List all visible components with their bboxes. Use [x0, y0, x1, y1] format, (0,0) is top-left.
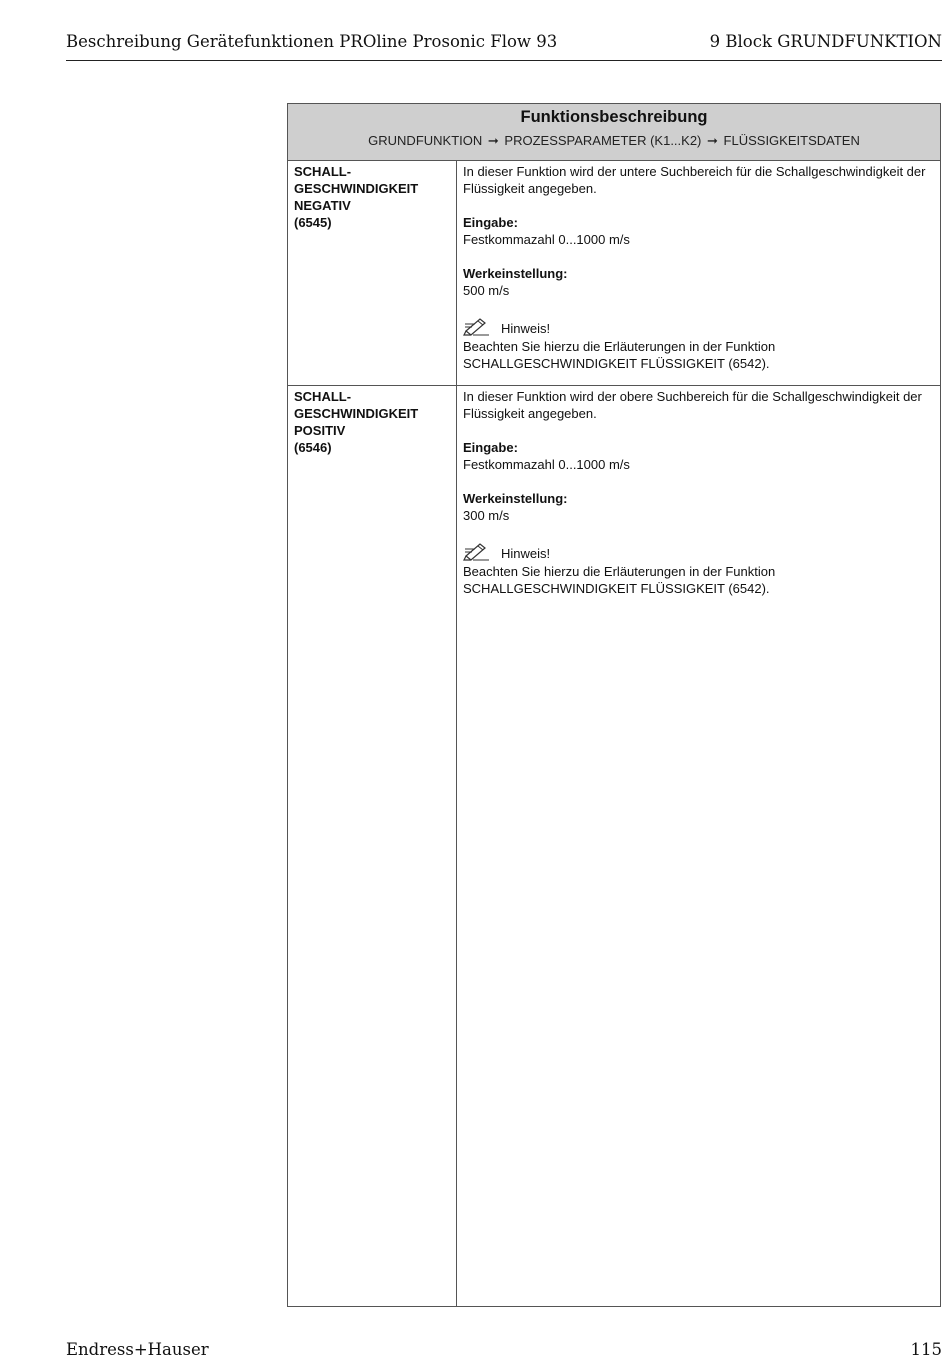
note-text-line: SCHALLGESCHWINDIGKEIT FLÜSSIGKEIT (6542).: [463, 356, 770, 371]
note-text-line: Beachten Sie hierzu die Erläuterungen in der Funktion: [463, 339, 776, 354]
description-text: In dieser Funktion wird der obere Suchbereich für die Schallgeschwindigkeit der Flüssigkeit angegeben.: [463, 389, 922, 421]
note-text-line: SCHALLGESCHWINDIGKEIT FLÜSSIGKEIT (6542).: [463, 581, 770, 596]
note: [463, 316, 935, 338]
table-header: [288, 104, 940, 161]
input-label: Eingabe:: [463, 440, 518, 455]
arrow-right-icon: ➞: [487, 133, 499, 148]
description-text: In dieser Funktion wird der untere Suchbereich für die Schallgeschwindigkeit der Flüssigkeit angegeben.: [463, 164, 926, 196]
note-label: Hinweis!: [501, 546, 551, 561]
page-footer: [66, 1340, 942, 1364]
table-title: Funktionsbeschreibung: [520, 108, 708, 126]
pencil-note-icon: [463, 316, 491, 336]
page-number: 115: [910, 1340, 942, 1359]
chapter-title: 9 Block GRUNDFUNKTION: [709, 32, 942, 51]
brand-logo-text: Endress+Hauser: [66, 1340, 209, 1359]
arrow-right-icon: ➞: [707, 133, 718, 148]
path-item-prozessparameter: PROZESSPARAMETER (K1...K2): [504, 133, 702, 148]
page-header: [66, 30, 942, 61]
column-divider: [456, 160, 457, 1306]
function-table: [287, 103, 941, 1307]
default-label: Werkeinstellung:: [463, 266, 568, 281]
document-title: Beschreibung Gerätefunktionen PROline Prosonic Flow 93: [66, 32, 558, 51]
function-code: (6546): [294, 440, 332, 455]
pencil-note-icon: [463, 541, 491, 561]
row-divider: [288, 385, 940, 386]
function-description-6546: [463, 388, 935, 597]
function-code: (6545): [294, 215, 332, 230]
function-name-line: SCHALL-: [294, 389, 352, 404]
function-name-line: GESCHWINDIGKEIT: [294, 406, 419, 421]
function-name-6545: [294, 163, 450, 231]
function-name-line: SCHALL-: [294, 164, 352, 179]
input-label: Eingabe:: [463, 215, 518, 230]
function-name-6546: [294, 388, 450, 456]
input-value: Festkommazahl 0...1000 m/s: [463, 232, 630, 247]
default-label: Werkeinstellung:: [463, 491, 568, 506]
note-label: Hinweis!: [501, 321, 551, 336]
function-name-line: GESCHWINDIGKEIT: [294, 181, 419, 196]
default-value: 500 m/s: [463, 283, 510, 298]
default-value: 300 m/s: [463, 508, 510, 523]
menu-path: [288, 133, 940, 149]
note: [463, 541, 935, 563]
function-name-line: NEGATIV: [294, 198, 351, 213]
path-item-fluessigkeitsdaten: FLÜSSIGKEITSDATEN: [723, 133, 860, 148]
input-value: Festkommazahl 0...1000 m/s: [463, 457, 630, 472]
path-item-grundfunktion: GRUNDFUNKTION: [368, 133, 483, 148]
function-name-line: POSITIV: [294, 423, 346, 438]
note-text-line: Beachten Sie hierzu die Erläuterungen in der Funktion: [463, 564, 776, 579]
function-description-6545: [463, 163, 935, 372]
